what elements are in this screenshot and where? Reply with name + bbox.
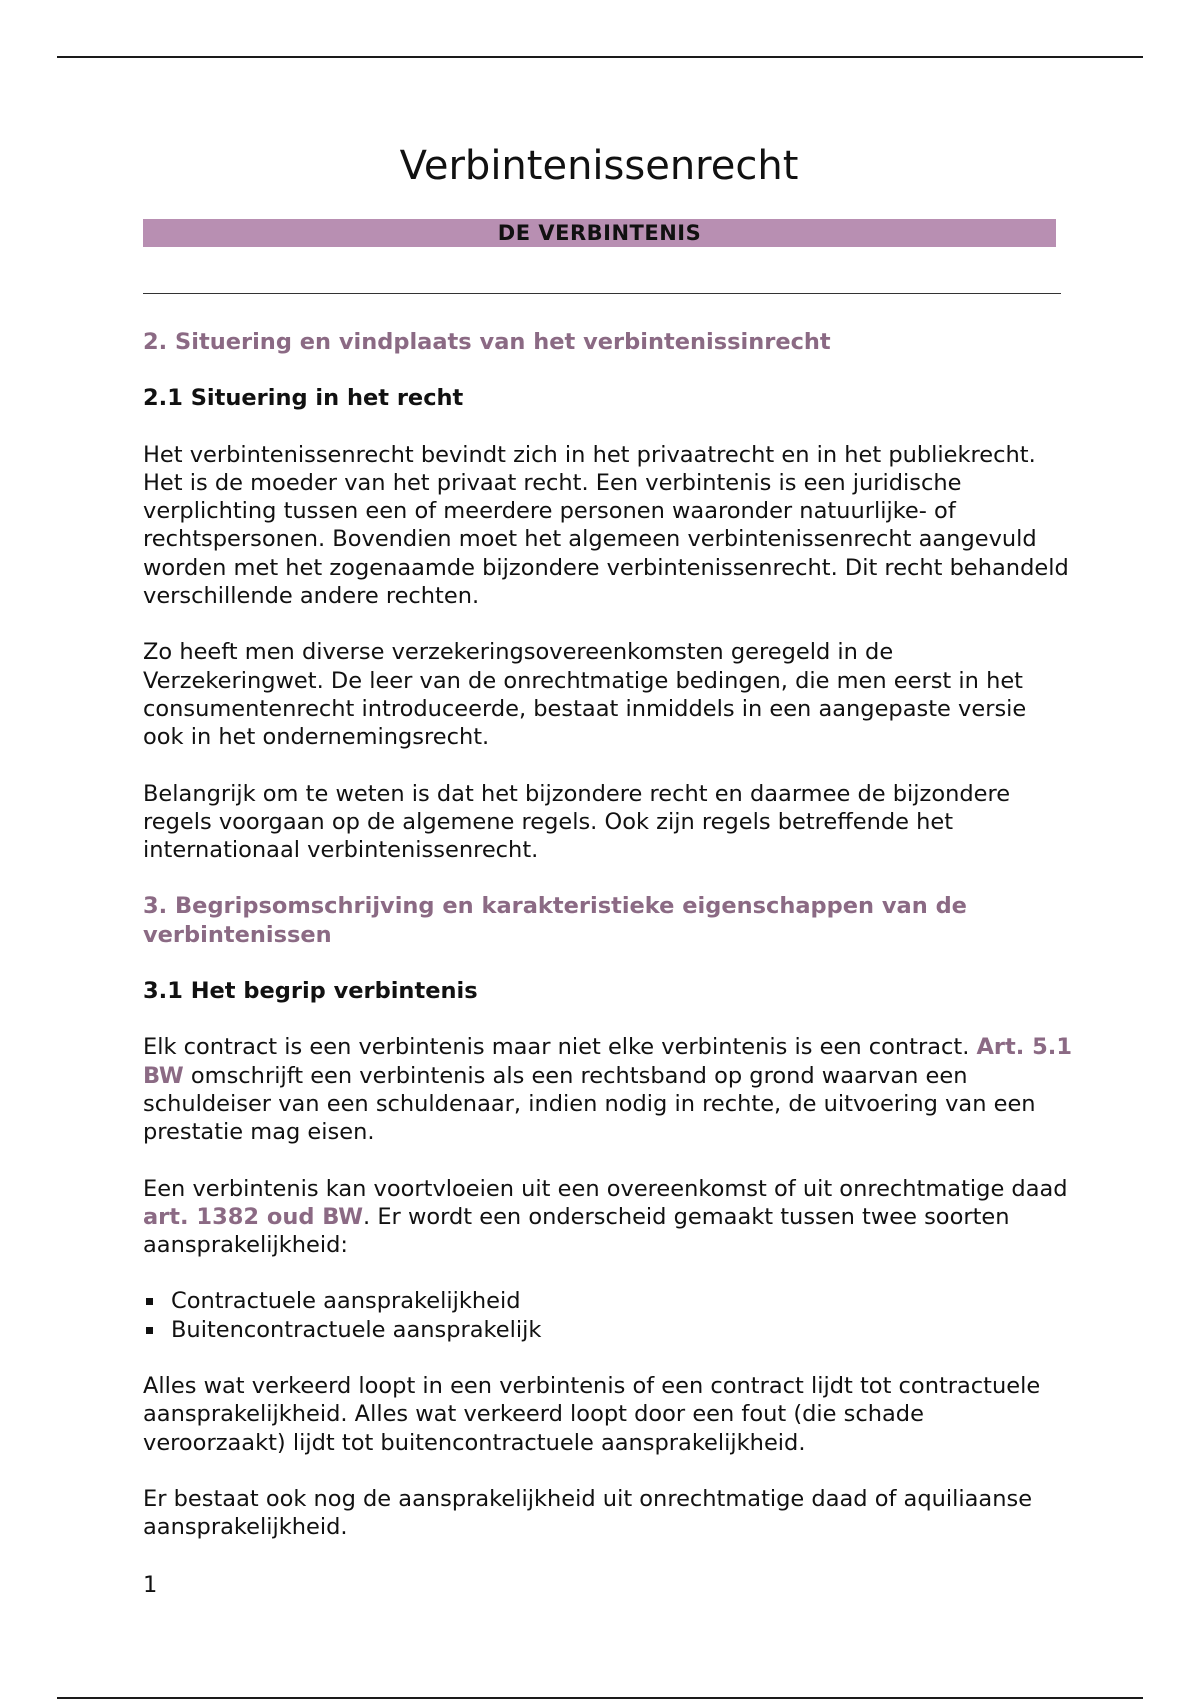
section-2-heading: 2. Situering en vindplaats van het verbintenissinrecht xyxy=(143,329,831,355)
page-bottom-rule xyxy=(57,1697,1143,1699)
section-3-1-paragraph-4: Er bestaat ook nog de aansprakelijkheid uit onrechtmatige daad of aquiliaanse aansprakelijkheid. xyxy=(143,1485,1033,1541)
list-item xyxy=(143,1287,1073,1315)
section-3-1-paragraph-1 xyxy=(143,1033,1073,1146)
paragraph-text: Elk contract is een verbintenis maar niet elke verbintenis is een contract. xyxy=(143,1034,977,1061)
paragraph-text: omschrijft een verbintenis als een rechtsband op grond waarvan een schuldeiser van een schuldenaar, indien nodig in rechte, de uitvoering van een prestatie mag eisen. xyxy=(143,1062,1036,1146)
article-reference: art. 1382 oud BW xyxy=(143,1203,364,1230)
page-number: 1 xyxy=(143,1572,158,1598)
section-2-1-paragraph-3: Belangrijk om te weten is dat het bijzondere recht en daarmee de bijzondere regels voorgaan op de algemene regels. Ook zijn regels betreffende het internationaal verbintenissenrecht. xyxy=(143,780,1011,864)
paragraph-text: . Er wordt een onderscheid gemaakt tussen twee soorten aansprakelijkheid: xyxy=(143,1203,1010,1259)
page-top-rule xyxy=(57,56,1143,58)
section-divider xyxy=(143,293,1061,294)
square-bullet-icon xyxy=(146,1327,153,1334)
section-2-1-paragraph-1: Het verbintenissenrecht bevindt zich in het privaatrecht en in het publiekrecht. Het is de moeder van het privaat recht. Een verbintenis is een juridische verplichting tussen een of meerdere personen waaronder natuurlijke- of rechtspersonen. Bovendien moet het algemeen verbintenissenrecht aangevuld worden met het zogenaamde bijzondere verbintenissenrecht. Dit recht behandeld verschillende andere rechten. xyxy=(143,441,1069,610)
section-3-1-paragraph-3: Alles wat verkeerd loopt in een verbintenis of een contract lijdt tot contractuele aansprakelijkheid. Alles wat verkeerd loopt door een fout (die schade veroorzaakt) lijdt tot buitencontractuele aansprakelijkheid. xyxy=(143,1373,1041,1456)
article-reference: Art. 5.1 BW xyxy=(143,1034,1073,1089)
section-3-1-heading: 3.1 Het begrip verbintenis xyxy=(143,978,478,1005)
list-item xyxy=(143,1316,1073,1344)
chapter-banner: DE VERBINTENIS xyxy=(143,219,1056,247)
section-2-1-heading: 2.1 Situering in het recht xyxy=(143,385,464,412)
document-body xyxy=(143,328,1073,1542)
document-title: Verbintenissenrecht xyxy=(399,143,799,189)
liability-types-list xyxy=(143,1287,1073,1344)
list-item-label: Buitencontractuele aansprakelijk xyxy=(171,1316,542,1343)
section-2-1-paragraph-2: Zo heeft men diverse verzekeringsovereenkomsten geregeld in de Verzekeringwet. De leer van de onrechtmatige bedingen, die men eerst in het consumentenrecht introduceerde, bestaat inmiddels in een aangepaste versie ook in het ondernemingsrecht. xyxy=(143,639,1027,751)
section-3-1-paragraph-2 xyxy=(143,1175,1073,1260)
list-item-label: Contractuele aansprakelijkheid xyxy=(171,1288,521,1315)
paragraph-text: Een verbintenis kan voortvloeien uit een overeenkomst of uit onrechtmatige daad xyxy=(143,1175,1068,1202)
square-bullet-icon xyxy=(146,1298,153,1305)
section-3-heading: 3. Begripsomschrijving en karakteristieke eigenschappen van de verbintenissen xyxy=(143,893,967,948)
